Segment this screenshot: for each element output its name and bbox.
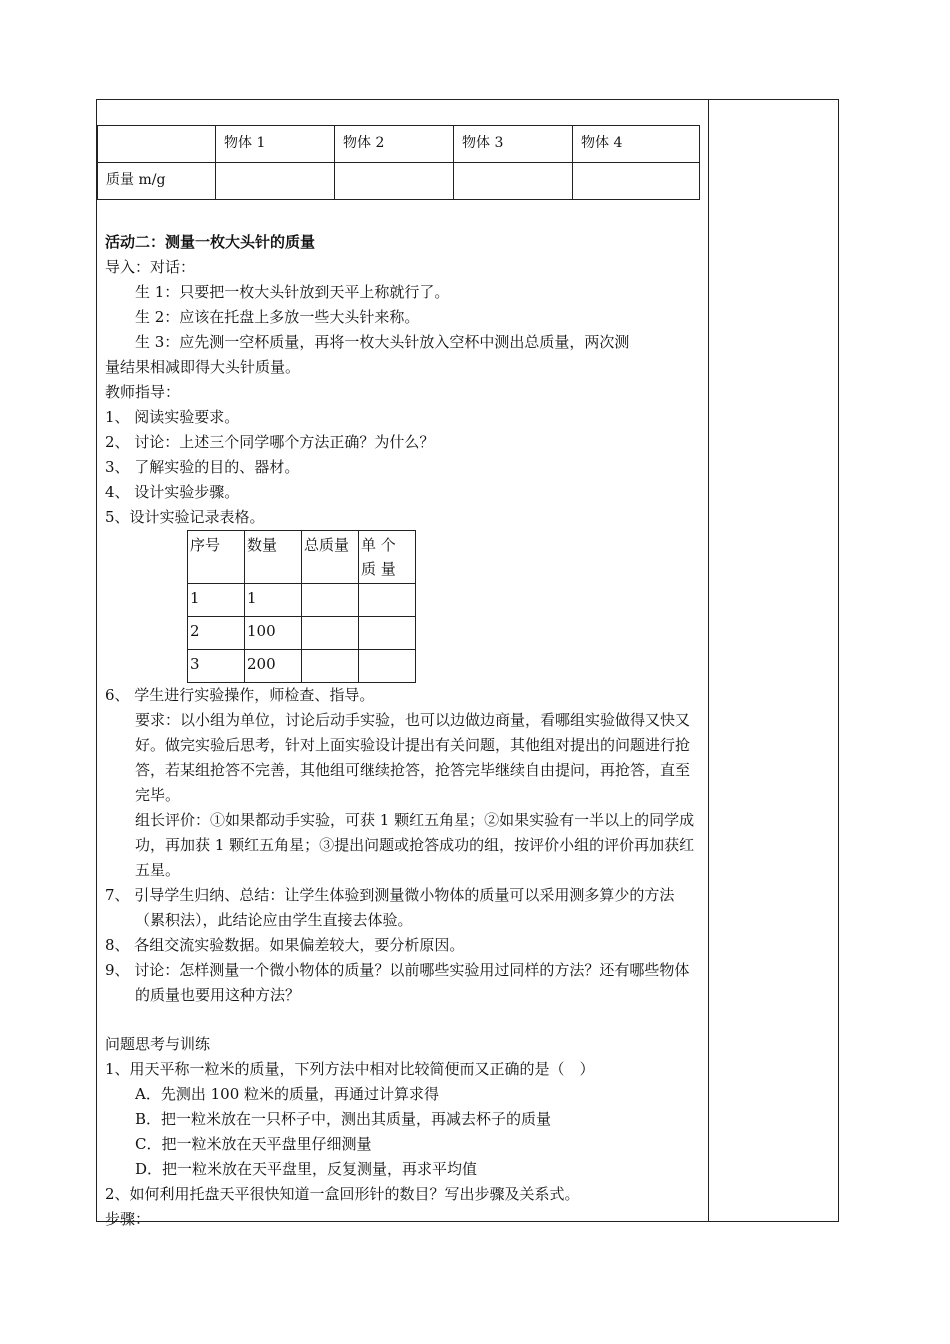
table-cell <box>302 617 359 650</box>
table-cell: 100 <box>245 617 302 650</box>
table-cell <box>335 163 454 200</box>
list-item: 5、设计实验记录表格。 <box>105 508 265 526</box>
table-cell: 数量 <box>245 531 302 584</box>
table-cell <box>98 126 216 163</box>
table-cell <box>573 163 700 200</box>
table-cell <box>454 163 573 200</box>
record-table <box>187 530 416 683</box>
table-cell <box>302 650 359 683</box>
table-cell: 1 <box>245 584 302 617</box>
section-title: 问题思考与训练 <box>105 1035 211 1053</box>
table-cell: 总质量 <box>302 531 359 584</box>
table-cell: 物体 3 <box>454 126 573 163</box>
mass-table <box>97 125 700 200</box>
column-divider <box>708 100 709 1221</box>
table-cell <box>359 584 416 617</box>
list-item: 1、 阅读实验要求。 <box>105 408 240 426</box>
activity-title: 活动二：测量一枚大头针的质量 <box>105 233 316 251</box>
student-3: 生 3：应先测一空杯质量，再将一枚大头针放入空杯中测出总质量，两次测 <box>135 333 630 351</box>
question-1: 1、用天平称一粒米的质量，下列方法中相对比较简便而又正确的是（ ） <box>105 1060 595 1078</box>
list-item: 4、 设计实验步骤。 <box>105 483 240 501</box>
option-c: C．把一粒米放在天平盘里仔细测量 <box>135 1135 372 1153</box>
table-row <box>98 163 700 200</box>
table-cell: 3 <box>188 650 245 683</box>
table-cell: 物体 2 <box>335 126 454 163</box>
spacer <box>105 1008 695 1032</box>
list-item: 2、 讨论：上述三个同学哪个方法正确？为什么？ <box>105 433 435 451</box>
student-2: 生 2：应该在托盘上多放一些大头针来称。 <box>135 308 420 326</box>
table-cell <box>302 584 359 617</box>
table-row <box>188 584 416 617</box>
main-column <box>97 100 708 1228</box>
option-d: D．把一粒米放在天平盘里，反复测量，再求平均值 <box>135 1160 478 1178</box>
list-item: 9、 讨论：怎样测量一个微小物体的质量？以前哪些实验用过同样的方法？还有哪些物体的质量也要用这种方法？ <box>105 961 690 1004</box>
list-item: 3、 了解实验的目的、器材。 <box>105 458 300 476</box>
table-cell: 质量 m/g <box>98 163 216 200</box>
table-cell <box>216 163 335 200</box>
guide-heading: 教师指导： <box>105 383 181 401</box>
steps-label: 步骤： <box>105 1210 151 1228</box>
student-1: 生 1：只要把一枚大头针放到天平上称就行了。 <box>135 283 450 301</box>
requirement-text: 要求：以小组为单位，讨论后动手实验，也可以边做边商量，看哪组实验做得又快又好。做完实验后思考，针对上面实验设计提出有关问题，其他组对提出的问题进行抢答，若某组抢答不完善，其他组可继续抢答，抢答完毕继续自由提问，再抢答，直至完毕。 <box>135 711 691 804</box>
evaluation-text: 组长评价：①如果都动手实验，可获 1 颗红五角星；②如果实验有一半以上的同学成功，再加获 1 颗红五角星；③提出问题或抢答成功的组，按评价小组的评价再加获红五星。 <box>135 811 695 879</box>
student-3-cont: 量结果相减即得大头针质量。 <box>105 358 301 376</box>
option-a: A．先测出 100 粒米的质量，再通过计算求得 <box>135 1085 440 1103</box>
table-cell: 序号 <box>188 531 245 584</box>
table-cell: 物体 4 <box>573 126 700 163</box>
question-2: 2、如何利用托盘天平很快知道一盒回形针的数目？写出步骤及关系式。 <box>105 1185 580 1203</box>
table-cell: 2 <box>188 617 245 650</box>
table-cell: 物体 1 <box>216 126 335 163</box>
list-item: 6、 学生进行实验操作，师检查、指导。 <box>105 686 375 704</box>
intro-text: 导入：对话： <box>105 258 196 276</box>
worksheet-frame <box>96 99 839 1228</box>
table-cell: 单 个 质 量 <box>359 531 416 584</box>
list-item: 8、 各组交流实验数据。如果偏差较大，要分析原因。 <box>105 936 465 954</box>
option-b: B．把一粒米放在一只杯子中，测出其质量，再减去杯子的质量 <box>135 1110 552 1128</box>
table-cell <box>359 650 416 683</box>
content <box>105 230 695 1232</box>
table-row <box>188 650 416 683</box>
table-row <box>188 531 416 584</box>
table-cell: 200 <box>245 650 302 683</box>
table-cell <box>359 617 416 650</box>
table-cell: 1 <box>188 584 245 617</box>
table-row <box>188 617 416 650</box>
list-item: 7、 引导学生归纳、总结：让学生体验到测量微小物体的质量可以采用测多算少的方法（累积法），此结论应由学生直接去体验。 <box>105 886 675 929</box>
table-row <box>98 126 700 163</box>
